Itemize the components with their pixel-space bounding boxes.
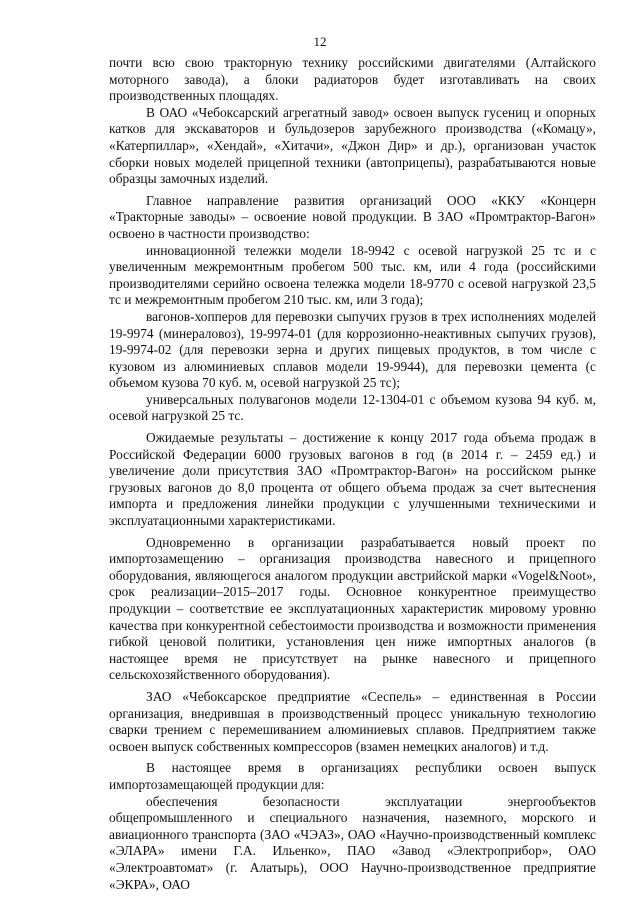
page-number: 12: [313, 34, 327, 49]
paragraph-energy-safety: обеспечения безопасности эксплуатации энергообъектов общепромышленного и специального назначения, наземного, морского и авиационного транспорта (ЗАО «ЧЭАЗ», ОАО «Научно-производственный комплекс «ЭЛАРА» имени Г.А. Ильенко», ПАО «Завод «Электроприбор», ОАО «Электроавтомат» (г. Алатырь), ООО Научно-производственное предприятие «ЭКРА», ОАО: [109, 793, 596, 892]
paragraph-republic-output: В настоящее время в организациях республики освоен выпуск импортозамещающей продукции для:: [109, 760, 596, 792]
paragraph-tractor-plants-direction: Главное направление развития организаций ООО «ККУ «Концерн «Тракторные заводы» – освоение новой продукции. В ЗАО «Промтрактор-Вагон» освоено в частности производство:: [109, 192, 596, 241]
paragraph-import-substitution-project: Одновременно в организации разрабатывается новый проект по импортозамещению – организация производства навесного и прицепного оборудования, являющегося аналогом продукции австрийской марки «Vogel&Noot», срок реализации–2015–2017 годы. Основное конкурентное преимущество продукции – соответствие ее эксплуатационных характеристик мировому уровню качества при конкурентной себестоимости производства и возможности применения гибкой ценовой политики, установления цен ниже импортных аналогов (в настоящее время не присутствует на рынке навесного и прицепного сельскохозяйственного оборудования).: [109, 534, 596, 683]
paragraph-hopper-wagons: вагонов-хопперов для перевозки сыпучих грузов в трех исполнениях моделей 19-9974 (минераловоз), 19-9974-01 (для коррозионно-неактивных сыпучих грузов), 19-9974-02 (для перевозки зерна и других пищевых продуктов, в том числе с кузовом из алюминиевых сплавов модели 19-9944), для перевозки цемента (с объемом кузова 70 куб. м, осевой нагрузкой 25 тс);: [109, 308, 596, 391]
paragraph-gondola-wagons: универсальных полувагонов модели 12-1304-01 с объемом кузова 94 куб. м, осевой нагрузкой 25 тс.: [109, 391, 596, 424]
paragraph-engines-continued: почти всю свою тракторную технику российскими двигателями (Алтайского моторного завода), а блоки радиаторов будет изготавливать на своих производственных площадях.: [109, 55, 596, 104]
paragraph-cheboksary-aggregate-plant: В ОАО «Чебоксарский агрегатный завод» освоен выпуск гусениц и опорных катков для экскаваторов и бульдозеров зарубежного производства («Комацу», «Катерпиллар», «Хендай», «Хитачи», «Джон Дир» и др.), организован участок сборки новых моделей прицепной техники (автоприцепы), разрабатываются новые образцы замочных изделий.: [109, 104, 596, 187]
body-text: [109, 55, 596, 893]
paragraph-sespel: ЗАО «Чебоксарское предприятие «Сеспель» – единственная в России организация, внедрившая в производственный процесс уникальную технологию сварки трением с перемешиванием алюминиевых сплавов. Предприятием также освоен выпуск собственных компрессоров (взамен немецких аналогов) и т.д.: [109, 688, 596, 754]
paragraph-expected-results: Ожидаемые результаты – достижение к концу 2017 года объема продаж в Российской Федерации 6000 грузовых вагонов в год (в 2014 г. – 2459 ед.) и увеличение доли присутствия ЗАО «Промтрактор-Вагон» на российском рынке грузовых вагонов до 8,0 процента от общего объема продаж за счет вытеснения импорта и предложения линейки продукции с улучшенными техническими и эксплуатационными характеристиками.: [109, 430, 596, 529]
paragraph-bogie-model: инновационной тележки модели 18-9942 с осевой нагрузкой 25 тс и с увеличенным межремонтным пробегом 500 тыс. км, или 4 года (российскими производителями серийно освоена тележка модели 18-9770 с осевой нагрузкой 23,5 тс и межремонтным пробегом 210 тыс. км, или 3 года);: [109, 242, 596, 308]
